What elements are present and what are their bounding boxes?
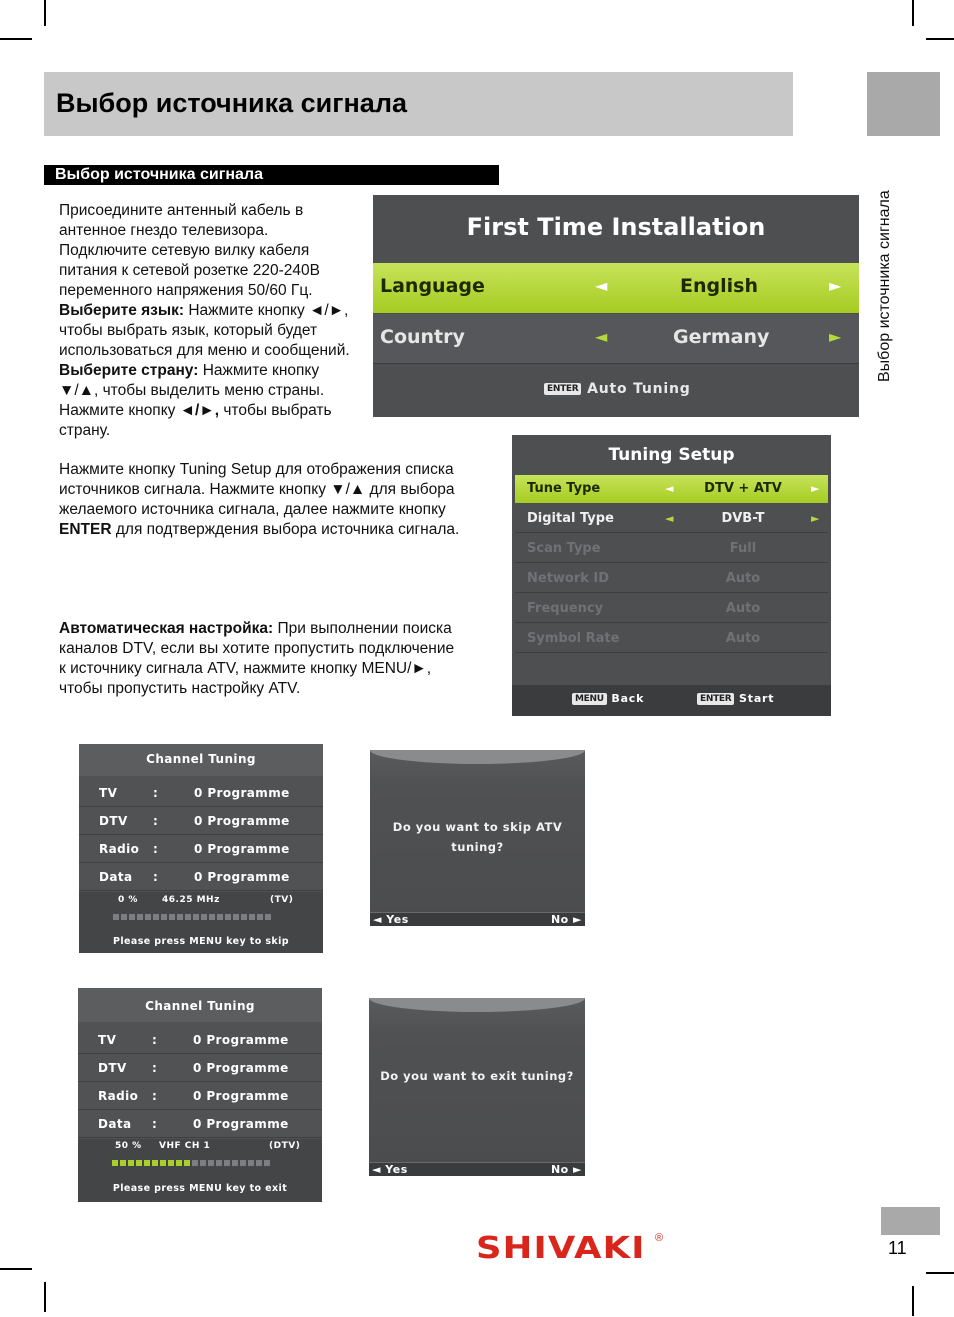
text-line xyxy=(59,401,374,421)
dialog-line: Do you want to exit tuning? xyxy=(380,1069,574,1083)
ts-start-hint xyxy=(697,692,774,705)
ts-row-value: Auto xyxy=(725,631,761,646)
progress-segment xyxy=(208,1160,214,1166)
ct-value: 0 Programme xyxy=(194,814,290,828)
progress-segment xyxy=(256,1160,262,1166)
text-line xyxy=(59,520,499,540)
ct-sep: : xyxy=(152,1061,158,1075)
ct-sep: : xyxy=(153,786,159,800)
progress-segment xyxy=(240,1160,246,1166)
crop-mark xyxy=(926,38,954,40)
ts-row-scan-type xyxy=(515,535,828,563)
progress-segment xyxy=(193,914,199,920)
ct-label: DTV xyxy=(99,814,128,828)
fti-row-language[interactable] xyxy=(373,263,859,313)
text-line: переменного напряжения 50/60 Гц. xyxy=(59,282,313,299)
ct-row-data xyxy=(78,1110,322,1138)
arrow-right-icon: ► xyxy=(829,276,842,295)
tuning-setup-text xyxy=(59,460,499,540)
no-button[interactable]: No ► xyxy=(550,913,582,926)
arrow-right-icon: ► xyxy=(811,482,820,495)
ts-row-value: Auto xyxy=(725,571,761,586)
fti-row-label: Country xyxy=(380,326,465,348)
ct-value: 0 Programme xyxy=(193,1089,289,1103)
text-line: Подключите сетевую вилку кабеля xyxy=(59,242,310,259)
fti-footer xyxy=(544,381,691,397)
ts-row-label: Frequency xyxy=(527,601,604,616)
ct-sep: : xyxy=(152,1033,158,1047)
text-span: Нажмите кнопку xyxy=(198,362,320,379)
ts-row-label: Tune Type xyxy=(527,481,601,496)
bold-arrows: ◄/►, xyxy=(179,402,220,419)
progress-segment xyxy=(144,1160,150,1166)
dialog-footer xyxy=(369,1162,585,1176)
ct-footer-hint: Please press MENU key to exit xyxy=(112,1183,288,1194)
skip-atv-dialog xyxy=(370,750,585,926)
ts-row-network-id xyxy=(515,565,828,593)
text-span: для подтверждения выбора источника сигнала. xyxy=(111,521,460,538)
ct-sep: : xyxy=(152,1117,158,1131)
page-title: Выбор источника сигнала xyxy=(56,88,407,118)
ts-title: Tuning Setup xyxy=(608,445,735,465)
channel-tuning-screen-1 xyxy=(79,744,323,953)
ts-back-label: Back xyxy=(611,692,645,705)
text-line: чтобы пропустить настройку ATV. xyxy=(59,680,301,697)
fti-row-label: Language xyxy=(380,275,485,297)
ts-row-digital-type[interactable] xyxy=(515,505,828,533)
ct-value: 0 Programme xyxy=(194,870,290,884)
progress-segment xyxy=(145,914,151,920)
progress-segment xyxy=(248,1160,254,1166)
progress-segment xyxy=(192,1160,198,1166)
text-span: При выполнении поиска xyxy=(273,620,452,637)
progress-segment xyxy=(225,914,231,920)
text-line: страну. xyxy=(59,422,111,439)
ts-row-value: Auto xyxy=(725,601,761,616)
progress-segment xyxy=(136,1160,142,1166)
progress-segment xyxy=(160,1160,166,1166)
crop-mark xyxy=(926,1272,954,1274)
crop-mark xyxy=(0,1268,32,1270)
brand-logo: SHIVAKI xyxy=(476,1231,646,1266)
exit-tuning-dialog xyxy=(369,998,585,1176)
progress-segment xyxy=(137,914,143,920)
progress-segment xyxy=(233,914,239,920)
progress-segment xyxy=(112,1160,118,1166)
ct-progress-bar xyxy=(113,914,271,920)
section-title: Выбор источника сигнала xyxy=(55,166,263,183)
text-line: ▼/▲, чтобы выделить меню страны. xyxy=(59,382,325,399)
side-tab-label: Выбор источника сигнала xyxy=(876,190,893,382)
text-span: Нажмите кнопку xyxy=(59,402,180,419)
ct-row-data xyxy=(79,863,323,891)
ct-sep: : xyxy=(153,842,159,856)
enter-key-icon: ENTER xyxy=(544,383,581,395)
arrow-left-icon: ◄ xyxy=(595,327,608,346)
progress-segment xyxy=(152,1160,158,1166)
ct-row-dtv xyxy=(79,807,323,835)
ts-row-label: Scan Type xyxy=(527,541,601,556)
divider xyxy=(373,363,859,364)
text-line: использоваться для меню и сообщений. xyxy=(59,342,350,359)
ct-percent: 0 % xyxy=(118,895,138,905)
ct-value: 0 Programme xyxy=(193,1117,289,1131)
text-line: Присоедините антенный кабель в xyxy=(59,202,304,219)
first-time-installation-screen xyxy=(373,195,859,417)
ct-label: TV xyxy=(99,786,118,800)
progress-segment xyxy=(168,1160,174,1166)
arrow-left-icon: ◄ xyxy=(595,276,608,295)
bold-enter: ENTER xyxy=(59,521,112,538)
ts-row-tune-type[interactable] xyxy=(515,475,828,503)
text-span: чтобы выбрать xyxy=(219,402,332,419)
progress-segment xyxy=(264,1160,270,1166)
crop-mark xyxy=(44,1282,46,1312)
ts-row-label: Digital Type xyxy=(527,511,614,526)
arrow-left-icon: ◄ xyxy=(665,482,674,495)
ct-percent: 50 % xyxy=(115,1141,142,1151)
ct-mode: (TV) xyxy=(270,895,294,905)
crop-mark xyxy=(912,0,914,26)
ts-start-label: Start xyxy=(739,692,775,705)
dialog-top-band xyxy=(369,998,585,1012)
progress-segment xyxy=(265,914,271,920)
crop-mark xyxy=(0,38,32,40)
progress-segment xyxy=(177,914,183,920)
ct-label: TV xyxy=(98,1033,117,1047)
text-line: чтобы выбрать язык, который будет xyxy=(59,322,318,339)
progress-segment xyxy=(201,914,207,920)
fti-row-value: Germany xyxy=(673,326,770,348)
ct-value: 0 Programme xyxy=(193,1061,289,1075)
bold-label: Выберите язык: xyxy=(59,302,185,319)
ct-sep: : xyxy=(153,814,159,828)
fti-footer-label: Auto Tuning xyxy=(587,381,691,397)
language-instruction xyxy=(59,301,374,321)
ct-value: 0 Programme xyxy=(193,1033,289,1047)
ct-footer-hint: Please press MENU key to skip xyxy=(113,936,289,947)
ct-label: Data xyxy=(99,870,133,884)
text-line: питания к сетевой розетке 220-240В xyxy=(59,262,320,279)
progress-segment xyxy=(217,914,223,920)
dialog-question xyxy=(370,817,585,857)
ct-row-radio xyxy=(79,835,323,863)
bold-label: Выберите страну: xyxy=(59,362,199,379)
text-line: к источнику сигнала ATV, нажмите кнопку MENU/►, xyxy=(59,660,432,677)
dialog-footer xyxy=(370,912,585,926)
arrow-right-icon: ► xyxy=(811,512,820,525)
intro-text xyxy=(59,201,374,441)
text-span: Нажмите кнопку ◄/►, xyxy=(184,302,349,319)
ts-row-value: DVB-T xyxy=(721,511,765,526)
progress-segment xyxy=(232,1160,238,1166)
ct-value: 0 Programme xyxy=(194,786,290,800)
yes-button[interactable]: ◄ Yes xyxy=(372,1163,408,1176)
progress-segment xyxy=(249,914,255,920)
channel-tuning-screen-2 xyxy=(78,988,322,1202)
ts-footer-bar xyxy=(512,685,831,716)
fti-row-country[interactable] xyxy=(373,314,859,364)
crop-mark xyxy=(44,0,46,26)
ct-sep: : xyxy=(153,870,159,884)
country-instruction xyxy=(59,361,374,381)
progress-segment xyxy=(120,1160,126,1166)
bold-label: Автоматическая настройка: xyxy=(59,620,274,637)
text-line: антенное гнездо телевизора. xyxy=(59,222,269,239)
ts-row-value: DTV + ATV xyxy=(704,481,782,496)
ct-row-dtv xyxy=(78,1054,322,1082)
progress-segment xyxy=(129,914,135,920)
ct-label: Radio xyxy=(98,1089,139,1103)
progress-segment xyxy=(128,1160,134,1166)
registered-mark: ® xyxy=(655,1232,664,1244)
dialog-top-band xyxy=(370,750,585,764)
progress-segment xyxy=(176,1160,182,1166)
text-line: каналов DTV, если вы хотите пропустить подключение xyxy=(59,640,455,657)
progress-segment xyxy=(113,914,119,920)
dialog-line: tuning? xyxy=(451,840,504,854)
ct-frequency: 46.25 MHz xyxy=(162,895,220,905)
page-number: 11 xyxy=(888,1238,907,1258)
ct-title: Channel Tuning xyxy=(146,752,256,766)
progress-segment xyxy=(185,914,191,920)
ts-row-value: Full xyxy=(729,541,757,556)
ct-label: Radio xyxy=(99,842,140,856)
crop-mark xyxy=(912,1286,914,1316)
ts-row-symbol-rate xyxy=(515,625,828,653)
menu-key-icon: MENU xyxy=(572,693,607,705)
ct-label: Data xyxy=(98,1117,132,1131)
ct-row-radio xyxy=(78,1082,322,1110)
ts-row-frequency xyxy=(515,595,828,623)
ts-back-hint xyxy=(572,692,644,705)
progress-segment xyxy=(216,1160,222,1166)
text-line: желаемого источника сигнала, далее нажмите кнопку xyxy=(59,501,446,518)
ct-value: 0 Programme xyxy=(194,842,290,856)
ct-row-tv xyxy=(79,779,323,807)
progress-segment xyxy=(257,914,263,920)
auto-tuning-text xyxy=(59,619,499,699)
arrow-left-icon: ◄ xyxy=(665,512,674,525)
fti-row-value: English xyxy=(680,275,758,297)
enter-key-icon: ENTER xyxy=(697,693,734,705)
fti-title: First Time Installation xyxy=(466,213,766,241)
arrow-right-icon: ► xyxy=(829,327,842,346)
side-tab-block xyxy=(867,72,940,136)
progress-segment xyxy=(169,914,175,920)
dialog-question xyxy=(369,1066,585,1086)
ct-title: Channel Tuning xyxy=(145,999,255,1013)
page-number-block xyxy=(881,1207,940,1235)
ct-mode: (DTV) xyxy=(269,1141,301,1151)
dialog-line: Do you want to skip ATV xyxy=(392,820,563,834)
ct-row-tv xyxy=(78,1026,322,1054)
yes-button[interactable]: ◄ Yes xyxy=(373,913,409,926)
text-line: источников сигнала. Нажмите кнопку ▼/▲ для выбора xyxy=(59,481,455,498)
ts-row-label: Network ID xyxy=(527,571,610,586)
no-button[interactable]: No ► xyxy=(550,1163,582,1176)
progress-segment xyxy=(153,914,159,920)
text-line: Нажмите кнопку Tuning Setup для отображения списка xyxy=(59,461,454,478)
tuning-setup-screen xyxy=(512,435,831,716)
ct-sep: : xyxy=(152,1089,158,1103)
progress-segment xyxy=(224,1160,230,1166)
ts-row-label: Symbol Rate xyxy=(527,631,620,646)
progress-segment xyxy=(121,914,127,920)
text-line xyxy=(59,619,499,639)
ct-progress-bar xyxy=(112,1160,270,1166)
progress-segment xyxy=(184,1160,190,1166)
progress-segment xyxy=(200,1160,206,1166)
ct-frequency: VHF CH 1 xyxy=(159,1141,211,1151)
ct-label: DTV xyxy=(98,1061,127,1075)
progress-segment xyxy=(161,914,167,920)
progress-segment xyxy=(241,914,247,920)
progress-segment xyxy=(209,914,215,920)
